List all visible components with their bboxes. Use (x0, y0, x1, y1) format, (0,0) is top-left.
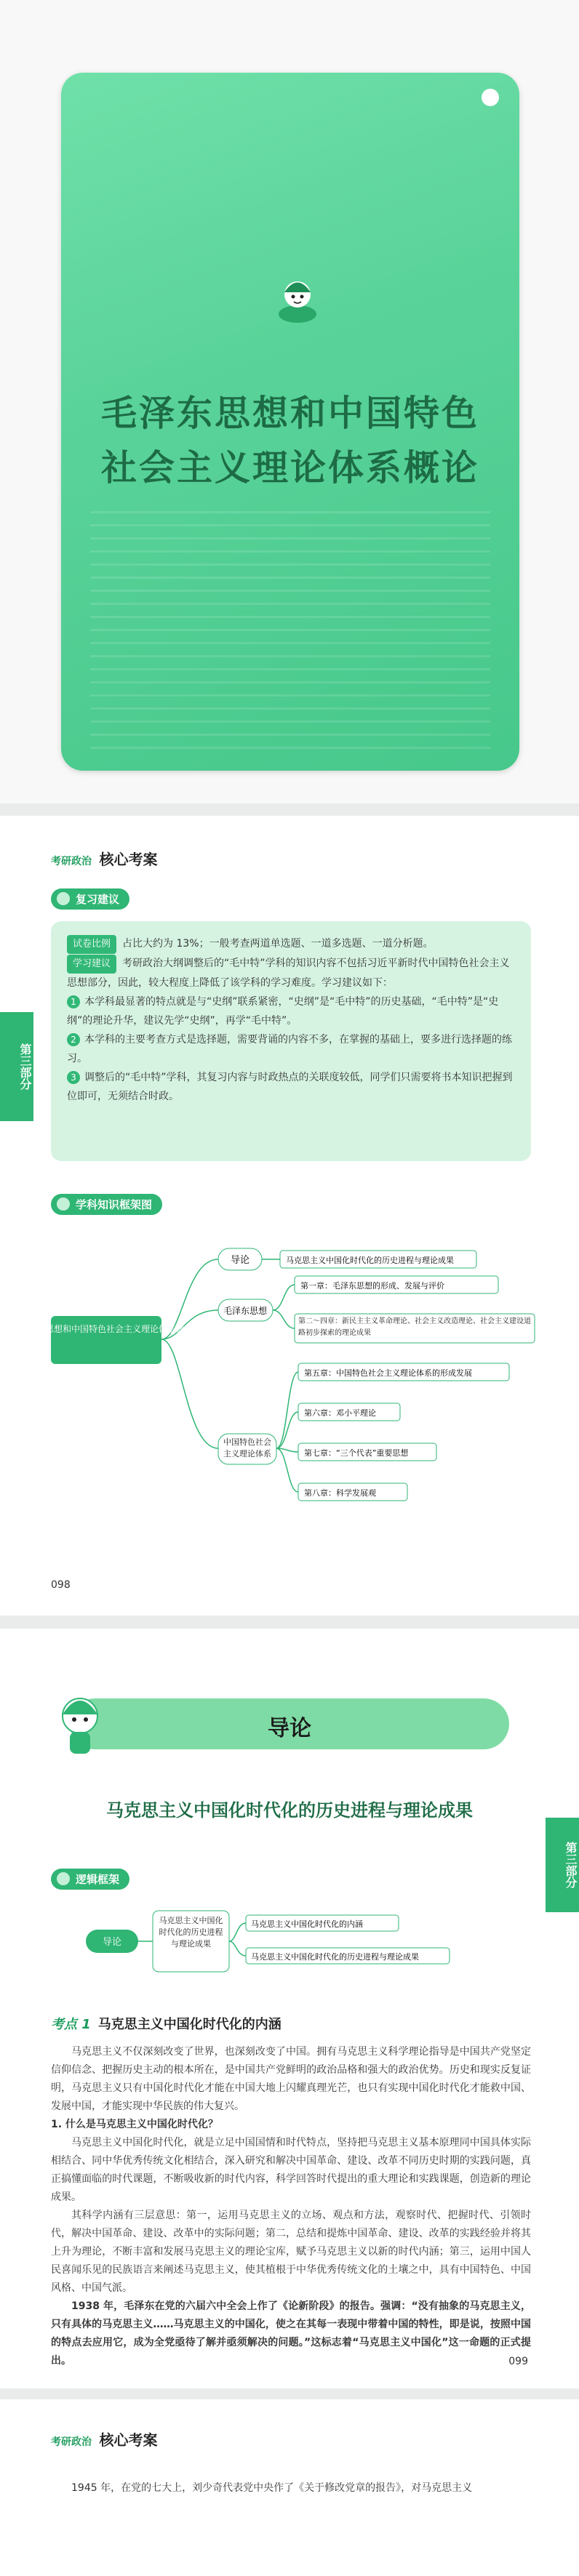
mindmap (18, 1230, 546, 1543)
mindmap-mao-leaf: 第一章：毛泽东思想的形成、发展与评价 (300, 1281, 444, 1291)
tip-item: 1 本学科最显著的特点就是与“史纲”联系紧密，“史纲”是“毛中特”的历史基础，“毛中特”是“史纲”的理论升华，建议先学“史纲”，再学“毛中特”。 (67, 996, 499, 1027)
mindmap-cs: 中国特色社会主义理论体系 (223, 1437, 271, 1458)
page-number: 098 (51, 1579, 71, 1591)
mindmap-cs-leaf: 第六章：邓小平理论 (304, 1408, 376, 1418)
cover-page (0, 0, 579, 803)
exam-ratio-text: 占比大约为 13%；一般考查两道单选题、一道多选题、一道分析题。 (122, 938, 434, 950)
page-100 (0, 2399, 579, 2576)
header-label: 考研政治 (51, 2436, 92, 2448)
cover-title-line1: 毛泽东思想和中国特色 (100, 393, 479, 434)
chapter-subtitle: 马克思主义中国化时代化的历史进程与理论成果 (106, 1800, 473, 1821)
body-text (51, 2043, 531, 2370)
advice-box (51, 921, 531, 1161)
header-title: 核心考案 (99, 2431, 158, 2449)
logic-mid: 马克思主义中国化时代化的历史进程与理论成果 (159, 1916, 223, 1949)
logic-diagram (80, 1898, 487, 1985)
cover-title-line2: 社会主义理论体系概论 (100, 447, 479, 489)
mascot-icon (272, 269, 323, 327)
cover-pattern (90, 509, 490, 749)
mindmap-intro-leaf: 马克思主义中国化时代化的历史进程与理论成果 (286, 1256, 454, 1265)
study-advice-text: 考研政治大纲调整后的“毛中特”学科的知识内容不包括习近平新时代中国特色社会主义思想部分，因此，较大程度上降低了该学科的学习难度。学习建议如下： (67, 958, 510, 989)
key-point-title: 马克思主义中国化时代化的内涵 (97, 2017, 281, 2032)
mascot-icon (51, 1687, 109, 1760)
key-point-label: 考点 1 (51, 2017, 91, 2032)
page-header (51, 2428, 157, 2449)
question-heading: 1. 什么是马克思主义中国化时代化？ (51, 2119, 218, 2130)
mindmap-mao: 毛泽东思想 (223, 1306, 268, 1316)
framework-section-tag: 学科知识框架图 (51, 1194, 162, 1215)
logic-leaf: 马克思主义中国化时代化的内涵 (251, 1919, 363, 1929)
page-number: 099 (508, 2356, 528, 2367)
page-header (51, 848, 157, 869)
tip-item: 3 调整后的“毛中特”学科，其复习内容与时政热点的关联度较低，同学们只需要将书本知识把握到位即可，无须结合时政。 (67, 1072, 513, 1102)
mindmap-root-label: 毛泽东思想和中国特色社会主义理论体系概论 (18, 1324, 194, 1334)
mindmap-cs-leaf: 第五章：中国特色社会主义理论体系的形成发展 (304, 1368, 472, 1378)
body-text (51, 2479, 531, 2497)
svg-text:毛泽东思想和中国特色社会主义理论体系概论 (19, 1323, 193, 1334)
key-point-heading (51, 2014, 281, 2033)
header-label: 考研政治 (51, 856, 92, 867)
side-tab: 第三部分 (546, 1818, 579, 1912)
logic-section-tag: 逻辑框架 (51, 1869, 129, 1890)
mindmap-intro: 导论 (230, 1255, 250, 1266)
header-title: 核心考案 (99, 851, 158, 868)
logic-root: 导论 (102, 1937, 122, 1948)
paragraph: 马克思主义中国化时代化，就是立足中国国情和时代特点，坚持把马克思主义基本原理同中国具体实际相结合、同中华优秀传统文化相结合，深入研究和解决中国革命、建设、改革不同历史时期的实践问题，真正搞懂面临的时代课题，不断吸收新的时代内容，科学回答时代提出的重大理论和实践课题，创造新的理论成果。 (51, 2137, 531, 2203)
mindmap-cs-leaf: 第七章：“三个代表”重要思想 (304, 1448, 409, 1458)
punch-hole (482, 89, 499, 106)
mindmap-cs-leaf: 第八章：科学发展观 (304, 1488, 376, 1498)
exam-ratio-label: 试卷比例 (67, 935, 116, 954)
page-099 (0, 1629, 579, 2388)
paragraph: 马克思主义不仅深刻改变了世界，也深刻改变了中国。拥有马克思主义科学理论指导是中国共产党坚定信仰信念、把握历史主动的根本所在，是中国共产党鲜明的政治品格和强大的政治优势。历史和现实反复证明，马克思主义只有中国化时代化才能在中国大地上闪耀真理光芒，也只有实现中国化时代化才能救中国、发展中国，才能实现中华民族的伟大复兴。 (51, 2046, 531, 2112)
page-098 (0, 816, 579, 1616)
mindmap-mao-leaf: 第二～四章：新民主主义革命理论、社会主义改造理论、社会主义建设道路初步探索的理论成果 (298, 1317, 531, 1337)
logic-leaf: 马克思主义中国化时代化的历史进程与理论成果 (251, 1952, 419, 1962)
mindmap-root-node (51, 1316, 161, 1364)
paragraph: 其科学内涵有三层意思：第一，运用马克思主义的立场、观点和方法，观察时代、把握时代、引领时代，解决中国革命、建设、改革中的实际问题；第二，总结和提炼中国革命、建设、改革的实践经验并将其上升为理论，不断丰富和发展马克思主义的理论宝库，赋予马克思主义以新的时代内涵；第三，运用中国人民喜闻乐见的民族语言来阐述马克思主义，使其植根于中华优秀传统文化的土壤之中，具有中国特色、中国风格、中国气派。 (51, 2210, 531, 2294)
paragraph: 1945 年，在党的七大上，刘少奇代表党中央作了《关于修改党章的报告》，对马克思主义 (71, 2482, 473, 2494)
review-section-tag: 复习建议 (51, 888, 129, 910)
paragraph: 1938 年，毛泽东在党的六届六中全会上作了《论新阶段》的报告。强调：“没有抽象的马克思主义，只有具体的马克思主义……马克思主义的中国化，使之在其每一表现中带着中国的特性，即是说，按照中国的特点去应用它，成为全党亟待了解并亟须解决的问题。”这标志着“马克思主义中国化”这一命题的正式提出。 (51, 2300, 531, 2367)
study-advice-label: 学习建议 (67, 955, 116, 974)
chapter-banner (70, 1698, 509, 1749)
cover-card (61, 73, 519, 771)
tip-item: 2 本学科的主要考查方式是选择题，需要背诵的内容不多，在掌握的基础上，要多进行选择题的练习。 (67, 1034, 512, 1064)
side-tab: 第三部分 (0, 1012, 33, 1121)
chapter-title: 导论 (268, 1716, 311, 1741)
